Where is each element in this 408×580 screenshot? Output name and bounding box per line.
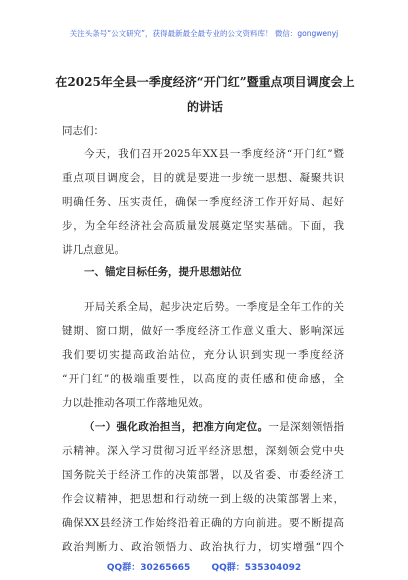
section-1-line-1: 开局关系全局，起步决定后势。一季度是全年工作的关 xyxy=(84,301,344,313)
subsection-1-line-5: 确保XX县经济工作始终沿着正确的方向前进。要不断提高 xyxy=(62,517,344,529)
subsection-1-line-4: 作会议精神，把思想和行动统一到上级的决策部署上来， xyxy=(62,493,344,505)
footer-qq-groups xyxy=(0,560,408,573)
title-line-1: 在2025年全县一季度经济“开门红”暨重点项目调度会上 xyxy=(55,75,355,89)
subsection-1-line-6: 政治判断力、政治领悟力、政治执行力，切实增强“四个 xyxy=(62,541,344,553)
header-promo-note: 关注头条号“公文研究”，获得最新最全最专业的公文资料库！ 微信：gongwenyj xyxy=(69,29,339,38)
title-line-2: 的讲话 xyxy=(186,100,223,114)
salutation: 同志们： xyxy=(62,125,104,137)
intro-line-2: 重点项目调度会，目的就是要进一步统一思想、凝聚共识 xyxy=(62,172,344,184)
subsection-1-first-line xyxy=(84,420,344,434)
subsection-1-first-rest: 一是深刻领悟指 xyxy=(268,421,345,433)
footer-qq-1: QQ群：30265665 xyxy=(106,563,191,573)
footer-qq-2: QQ群：535304092 xyxy=(211,563,302,573)
subsection-1-line-2: 示精神。深入学习贯彻习近平经济思想，深刻领会党中央 xyxy=(62,445,344,457)
section-1-line-2: 键期、窗口期，做好一季度经济工作意义重大、影响深远 xyxy=(62,325,344,337)
document-title xyxy=(40,70,370,120)
subsection-1-line-3: 国务院关于经济工作的决策部署，以及省委、市委经济工 xyxy=(62,469,344,481)
section-1-heading: 一、锚定目标任务，提升思想站位 xyxy=(84,266,242,278)
section-1-line-4: “开门红”的极端重要性，以高度的责任感和使命感，全 xyxy=(62,373,344,385)
intro-line-4: 步，为全年经济社会高质量发展奠定坚实基础。下面，我 xyxy=(62,220,344,232)
section-1-line-3: 我们要切实提高政治站位，充分认识到实现一季度经济 xyxy=(62,349,344,361)
intro-line-3: 明确任务、压实责任，确保一季度经济工作开好局、起好 xyxy=(62,196,344,208)
intro-line-1: 今天，我们召开2025年XX县一季度经济“开门红”暨 xyxy=(84,148,344,160)
intro-line-5: 讲几点意见。 xyxy=(62,244,125,256)
section-1-line-5: 力以赴推动各项工作落地见效。 xyxy=(62,397,209,409)
subsection-1-heading: （一）强化政治担当，把准方向定位。 xyxy=(84,421,269,433)
